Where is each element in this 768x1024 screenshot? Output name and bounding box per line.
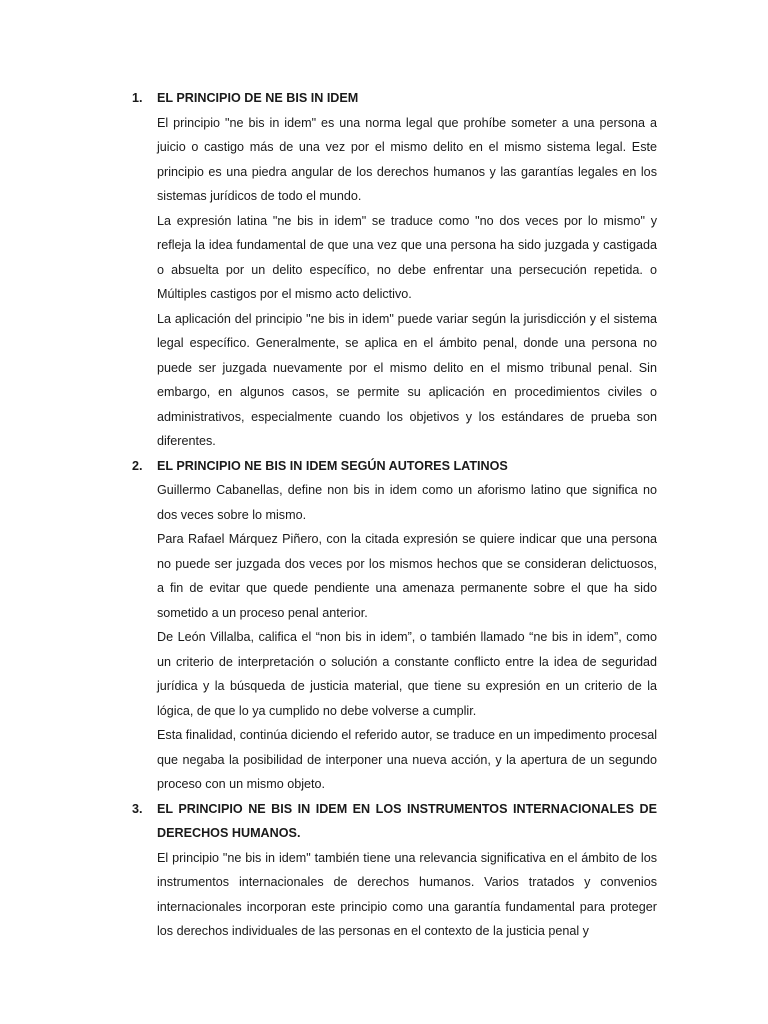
- paragraph: Guillermo Cabanellas, define non bis in idem como un aforismo latino que significa no dos veces sobre lo mismo.: [157, 483, 657, 522]
- paragraph: De León Villalba, califica el “non bis in idem”, o también llamado “ne bis in idem”, como un criterio de interpretación o solución a constante conflicto entre la idea de seguridad jurídica y la búsqueda de justicia material, que tiene su expresión en un criterio de la lógica, de que lo ya cumplido no debe volverse a cumplir.: [157, 630, 657, 718]
- section-number: 3.: [132, 801, 143, 816]
- section-number: 1.: [132, 91, 143, 105]
- section-heading: EL PRINCIPIO DE NE BIS IN IDEM: [157, 91, 359, 105]
- section-2: [132, 454, 657, 797]
- paragraph: El principio "ne bis in idem" también tiene una relevancia significativa en el ámbito de los instrumentos internacionales de derechos humanos. Varios tratados y convenios internacionales incorporan este principio como una garantía fundamental para proteger los derechos individuales de las personas en el contexto de la justicia penal y: [157, 850, 657, 938]
- paragraph: Esta finalidad, continúa diciendo el referido autor, se traduce en un impedimento procesal que negaba la posibilidad de interponer una nueva acción, y la apertura de un segundo proceso con un mismo objeto.: [157, 728, 657, 791]
- paragraph: La expresión latina "ne bis in idem" se traduce como "no dos veces por lo mismo" y refleja la idea fundamental de que una vez que una persona ha sido juzgada y castigada o absuelta por un delito específico, no debe enfrentar una persecución repetida. o Múltiples castigos por el mismo acto delictivo.: [157, 213, 657, 301]
- paragraph: La aplicación del principio "ne bis in idem" puede variar según la jurisdicción y el sistema legal específico. Generalmente, se aplica en el ámbito penal, donde una persona no puede ser juzgada nuevamente por el mismo delito en el mismo tribunal penal. Sin embargo, en algunos casos, se permite su aplicación en procedimientos civiles o administrativos, especialmente cuando los objetivos y los estándares de prueba son diferentes.: [157, 311, 657, 448]
- section-number: 2.: [132, 458, 143, 473]
- section-1: [132, 86, 657, 454]
- paragraph: El principio "ne bis in idem" es una norma legal que prohíbe someter a una persona a juicio o castigo más de una vez por el mismo delito en el mismo sistema legal. Este principio es una piedra angular de los derechos humanos y las garantías legales en los sistemas jurídicos de todo el mundo.: [157, 115, 657, 203]
- document-body: [132, 86, 657, 944]
- section-heading: EL PRINCIPIO NE BIS IN IDEM SEGÚN AUTORES LATINOS: [157, 458, 508, 473]
- section-3: [132, 797, 657, 944]
- paragraph: Para Rafael Márquez Piñero, con la citada expresión se quiere indicar que una persona no puede ser juzgada dos veces por los mismos hechos que se consideran delictuosos, a fin de evitar que quede pendiente una amenaza permanente sobre el que ha sido sometido a un proceso penal anterior.: [157, 532, 657, 620]
- section-heading: EL PRINCIPIO NE BIS IN IDEM EN LOS INSTRUMENTOS INTERNACIONALES DE DERECHOS HUMANOS.: [157, 801, 657, 840]
